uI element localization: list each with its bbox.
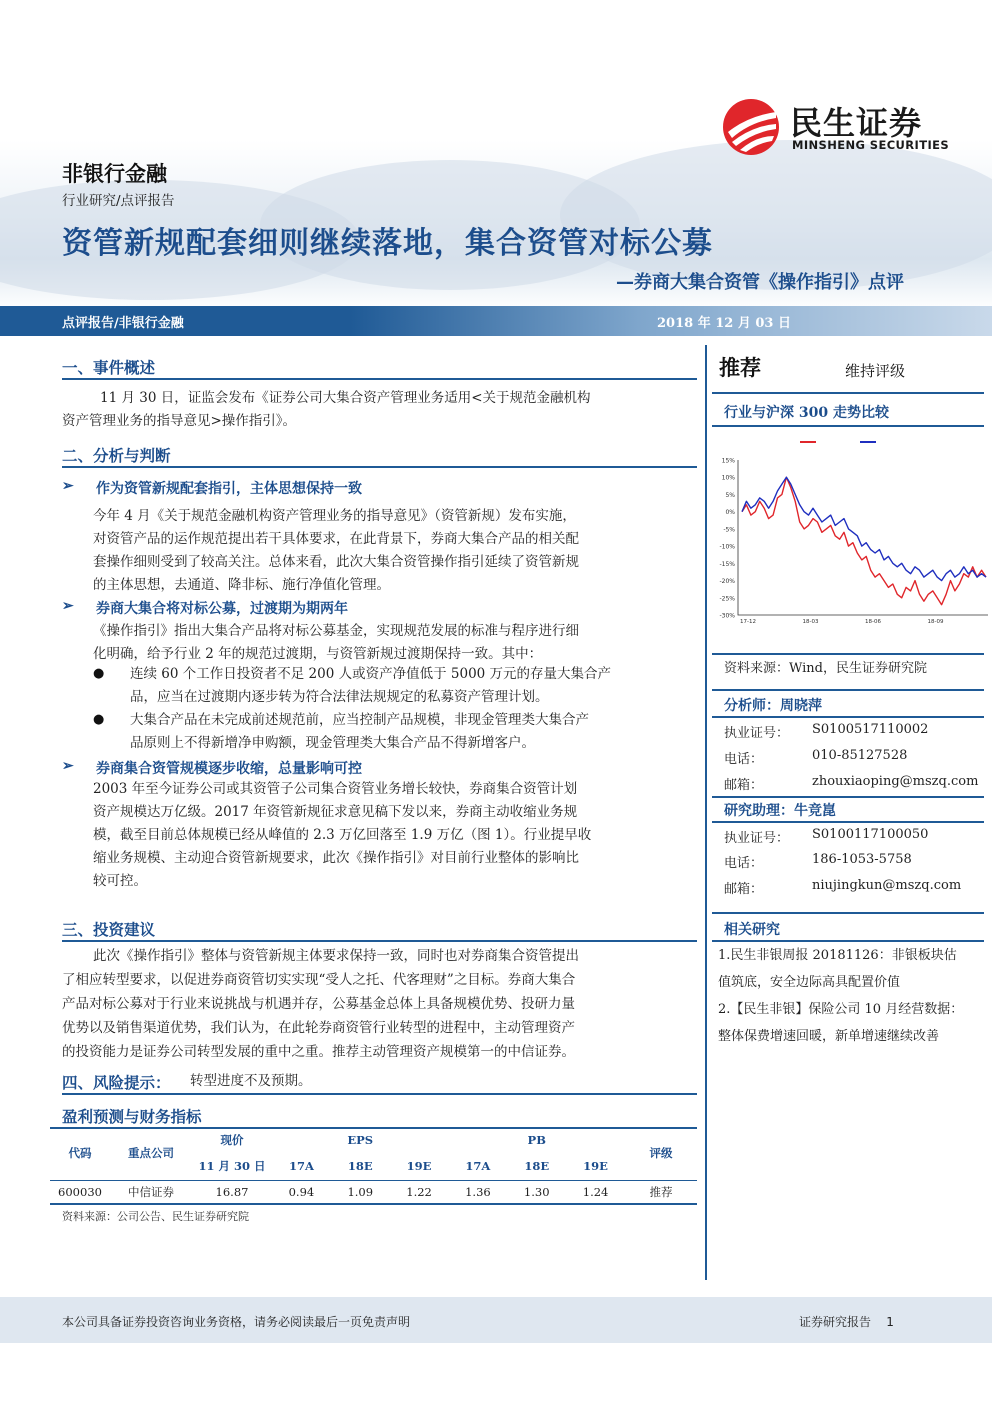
section-rule (62, 1093, 697, 1095)
sidebar-rule (712, 689, 984, 691)
related-item-2[interactable]: 2.【民生非银】保险公司 10 月经营数据： (718, 1002, 964, 1017)
chart-axis (738, 460, 988, 615)
footer-disclaimer: 本公司具备证券投资咨询业务资格，请务必阅读最后一页免责声明 (62, 1315, 411, 1329)
table-title: 盈利预测与财务指标 (62, 1107, 202, 1126)
series-line-hs300 (742, 477, 986, 580)
bullet-heading: 券商集合资管规模逐步收缩，总量影响可控 (96, 761, 362, 777)
section-rule (62, 466, 697, 468)
assistant-email-label: 邮箱： (724, 882, 764, 897)
paragraph-line: 品，应当在过渡期内逐步转为符合法律法规规定的私募资产管理计划。 (130, 689, 549, 705)
bullet-heading: 作为资管新规配套指引，主体思想保持一致 (96, 481, 362, 497)
sidebar-rule (712, 653, 984, 655)
y-tick-label: -20% (719, 578, 735, 586)
related-item-1-cont[interactable]: 值筑底，安全边际高具配置价值 (718, 975, 901, 990)
y-tick-label: 10% (721, 474, 735, 482)
paragraph-line: 优势以及销售渠道优势，我们认为，在此轮券商资管行业转型的进程中，主动管理资产 (62, 1020, 575, 1036)
table-cell: 1.22 (406, 1185, 432, 1199)
logo-text-cn: 民生证券 (790, 104, 923, 142)
table-source: 资料来源：公司公告、民生证券研究院 (62, 1210, 249, 1223)
section-heading-2: 二、分析与判断 (62, 446, 171, 465)
paragraph-line: 产品对标公募对于行业来说挑战与机遇并存，公募基金总体上具备规模优势、投研力量 (62, 996, 575, 1012)
analyst-heading: 分析师：周晓萍 (724, 698, 822, 714)
section-heading-4: 四、风险提示： (62, 1073, 171, 1092)
y-tick-label: -15% (719, 560, 735, 568)
paragraph-line: 的主体思想，去通道、降非标、施行净值化管理。 (93, 577, 390, 593)
report-date: 2018 年 12 月 03 日 (657, 316, 791, 331)
y-tick-label: 5% (725, 491, 735, 499)
paragraph-line: 今年 4 月《关于规范金融机构资产管理业务的指导意见》（资管新规）发布实施， (93, 508, 576, 524)
arrow-bullet-icon: ➢ (62, 478, 74, 494)
y-tick-label: -5% (723, 526, 735, 534)
assistant-cert: S0100117100050 (812, 827, 929, 842)
assistant-cert-label: 执业证号： (724, 831, 790, 846)
sidebar-rule (712, 425, 984, 427)
paragraph-line: 此次《操作指引》整体与资管新规主体要求保持一致，同时也对券商集合资管提出 (93, 948, 579, 964)
logo-text-en: MINSHENG SECURITIES (792, 138, 950, 152)
chart-grid (738, 460, 988, 615)
y-tick-label: -10% (719, 543, 735, 551)
section-heading-3: 三、投资建议 (62, 920, 156, 939)
rating-sub: 维持评级 (845, 362, 906, 380)
analyst-email-label: 邮箱： (724, 778, 764, 793)
table-header-cell: 11 月 30 日 (198, 1159, 266, 1173)
paragraph-line: 对资管产品的运作规范提出若干具体要求，在此背景下，券商大集合产品的相关配 (93, 531, 579, 547)
paragraph-line: 资产管理业务的指导意见>操作指引》。 (62, 413, 297, 429)
table-row (50, 1179, 697, 1205)
table-header-cell: 17A (465, 1159, 491, 1173)
banner-category: 点评报告/非银行金融 (62, 316, 184, 331)
paragraph-line: 资产规模达万亿级。2017 年资管新规征求意见稿下发以来，券商主动收缩业务规 (93, 804, 578, 820)
analyst-cert-label: 执业证号： (724, 726, 790, 741)
related-item-2-cont[interactable]: 整体保费增速回暖，新单增速继续改善 (718, 1029, 940, 1044)
paragraph-line: 11 月 30 日，证监会发布《证券公司大集合资产管理业务适用<关于规范金融机构 (100, 390, 591, 406)
y-tick-label: -25% (719, 595, 735, 603)
table-cell: 1.30 (523, 1185, 550, 1199)
risk-text: 转型进度不及预期。 (190, 1073, 312, 1089)
arrow-bullet-icon: ➢ (62, 758, 74, 774)
x-tick-label: 18-06 (865, 619, 881, 624)
x-tick-label: 17-12 (740, 619, 756, 624)
section-rule (62, 940, 697, 942)
table-header-cell: 19E (583, 1159, 608, 1173)
rating: 推荐 (719, 356, 761, 380)
dot-bullet-icon: ● (93, 666, 105, 681)
page-subtitle: —券商大集合资管《操作指引》点评 (616, 272, 904, 293)
paragraph-line: 了相应转型要求，以促进券商资管切实实现“受人之托、代客理财”之目标。券商大集合 (62, 972, 576, 988)
table-header-cell: 现价 (220, 1133, 244, 1147)
related-heading: 相关研究 (724, 922, 780, 938)
paragraph-line: 的投资能力是证券公司转型发展的重中之重。推荐主动管理资产规模第一的中信证券。 (62, 1044, 575, 1060)
analyst-cert: S0100517110002 (812, 722, 929, 737)
assistant-phone: 186-1053-5758 (812, 852, 912, 867)
section-heading-1: 一、事件概述 (62, 358, 156, 377)
section-rule (62, 378, 697, 380)
footer-type: 证券研究报告 (799, 1315, 872, 1329)
analyst-phone: 010-85127528 (812, 748, 908, 763)
table-cell: 推荐 (649, 1185, 673, 1199)
analyst-email[interactable]: zhouxiaoping@mszq.com (812, 774, 979, 789)
sidebar-rule (712, 940, 984, 942)
dot-bullet-icon: ● (93, 712, 105, 727)
table-header-cell: EPS (347, 1133, 374, 1147)
assistant-heading: 研究助理：牛竞崑 (724, 803, 836, 819)
assistant-phone-label: 电话： (724, 856, 764, 871)
table-cell: 16.87 (215, 1185, 249, 1199)
table-cell: 1.09 (347, 1185, 374, 1199)
chart-y-ticks (719, 458, 735, 620)
paragraph-line: 连续 60 个工作日投资者不足 200 人或资产净值低于 5000 万元的存量大集合产 (130, 666, 612, 682)
table-header-cell: 评级 (649, 1146, 673, 1160)
table-header-cell: 18E (347, 1159, 373, 1173)
chart-x-ticks (740, 619, 944, 624)
table-cell: 0.94 (288, 1185, 315, 1199)
financial-table (50, 1127, 697, 1205)
related-item-1[interactable]: 1.民生非银周报 20181126：非银板块估 (718, 948, 957, 963)
report-type: 行业研究/点评报告 (62, 193, 175, 209)
analyst-phone-label: 电话： (724, 752, 764, 767)
sidebar-rule (712, 912, 984, 914)
table-header-cell: PB (527, 1133, 546, 1147)
series-line-industry (742, 477, 986, 605)
sidebar-rule (712, 716, 984, 718)
y-tick-label: -30% (719, 612, 735, 620)
bullet-heading: 券商大集合将对标公募，过渡期为期两年 (96, 601, 348, 617)
arrow-bullet-icon: ➢ (62, 598, 74, 614)
trend-chart (712, 432, 992, 624)
paragraph-line: 缩业务规模、主动迎合资管新规要求，此次《操作指引》对目前行业整体的影响比 (93, 850, 579, 866)
page-number: 1 (886, 1315, 894, 1329)
y-tick-label: 15% (721, 457, 735, 465)
footer-label (799, 1313, 894, 1330)
paragraph-line: 大集合产品在未完成前述规范前，应当控制产品规模，非现金管理类大集合产 (130, 712, 589, 728)
chart-source: 资料来源：Wind，民生证券研究院 (724, 661, 927, 676)
table-header-cell: 18E (524, 1159, 550, 1173)
table-cell: 中信证券 (128, 1185, 174, 1199)
paragraph-line: 模，截至目前总体规模已经从峰值的 2.3 万亿回落至 1.9 万亿（图 1）。行业提早收 (93, 827, 592, 843)
sector-title: 非银行金融 (62, 162, 167, 186)
column-divider (705, 345, 707, 1280)
paragraph-line: 2003 年至今证券公司或其资管子公司集合资管业务增长较快，券商集合资管计划 (93, 781, 578, 797)
paragraph-line: 化明确，给予行业 2 年的规范过渡期，与资管新规过渡期保持一致。其中： (93, 646, 543, 662)
paragraph-line: 《操作指引》指出大集合产品将对标公募基金，实现规范发展的标准与程序进行细 (93, 623, 579, 639)
table-header-cell: 代码 (68, 1146, 92, 1160)
table-cell: 1.24 (582, 1185, 609, 1199)
table-cell: 600030 (58, 1185, 102, 1199)
table-cell: 1.36 (465, 1185, 491, 1199)
assistant-email[interactable]: niujingkun@mszq.com (812, 878, 962, 893)
table-header-cell: 重点公司 (128, 1146, 174, 1160)
sidebar-rule (712, 796, 984, 798)
chart-title: 行业与沪深 300 走势比较 (724, 405, 889, 421)
paragraph-line: 品原则上不得新增净申购额，现金管理类大集合产品不得新增客户。 (130, 735, 535, 751)
sidebar-rule (712, 392, 984, 394)
x-tick-label: 18-09 (927, 619, 944, 624)
logo-icon (722, 98, 780, 156)
table-header-cell: 17A (288, 1159, 314, 1173)
table-header-row (50, 1127, 697, 1153)
table-header-cell: 19E (406, 1159, 432, 1173)
y-tick-label: 0% (725, 509, 735, 517)
x-tick-label: 18-03 (802, 619, 819, 624)
chart-lines (742, 477, 986, 605)
sidebar-rule (712, 821, 984, 823)
page-title: 资管新规配套细则继续落地，集合资管对标公募 (62, 226, 713, 261)
paragraph-line: 较可控。 (93, 873, 147, 889)
paragraph-line: 套操作细则受到了较高关注。总体来看，此次大集合资管操作指引延续了资管新规 (93, 554, 579, 570)
